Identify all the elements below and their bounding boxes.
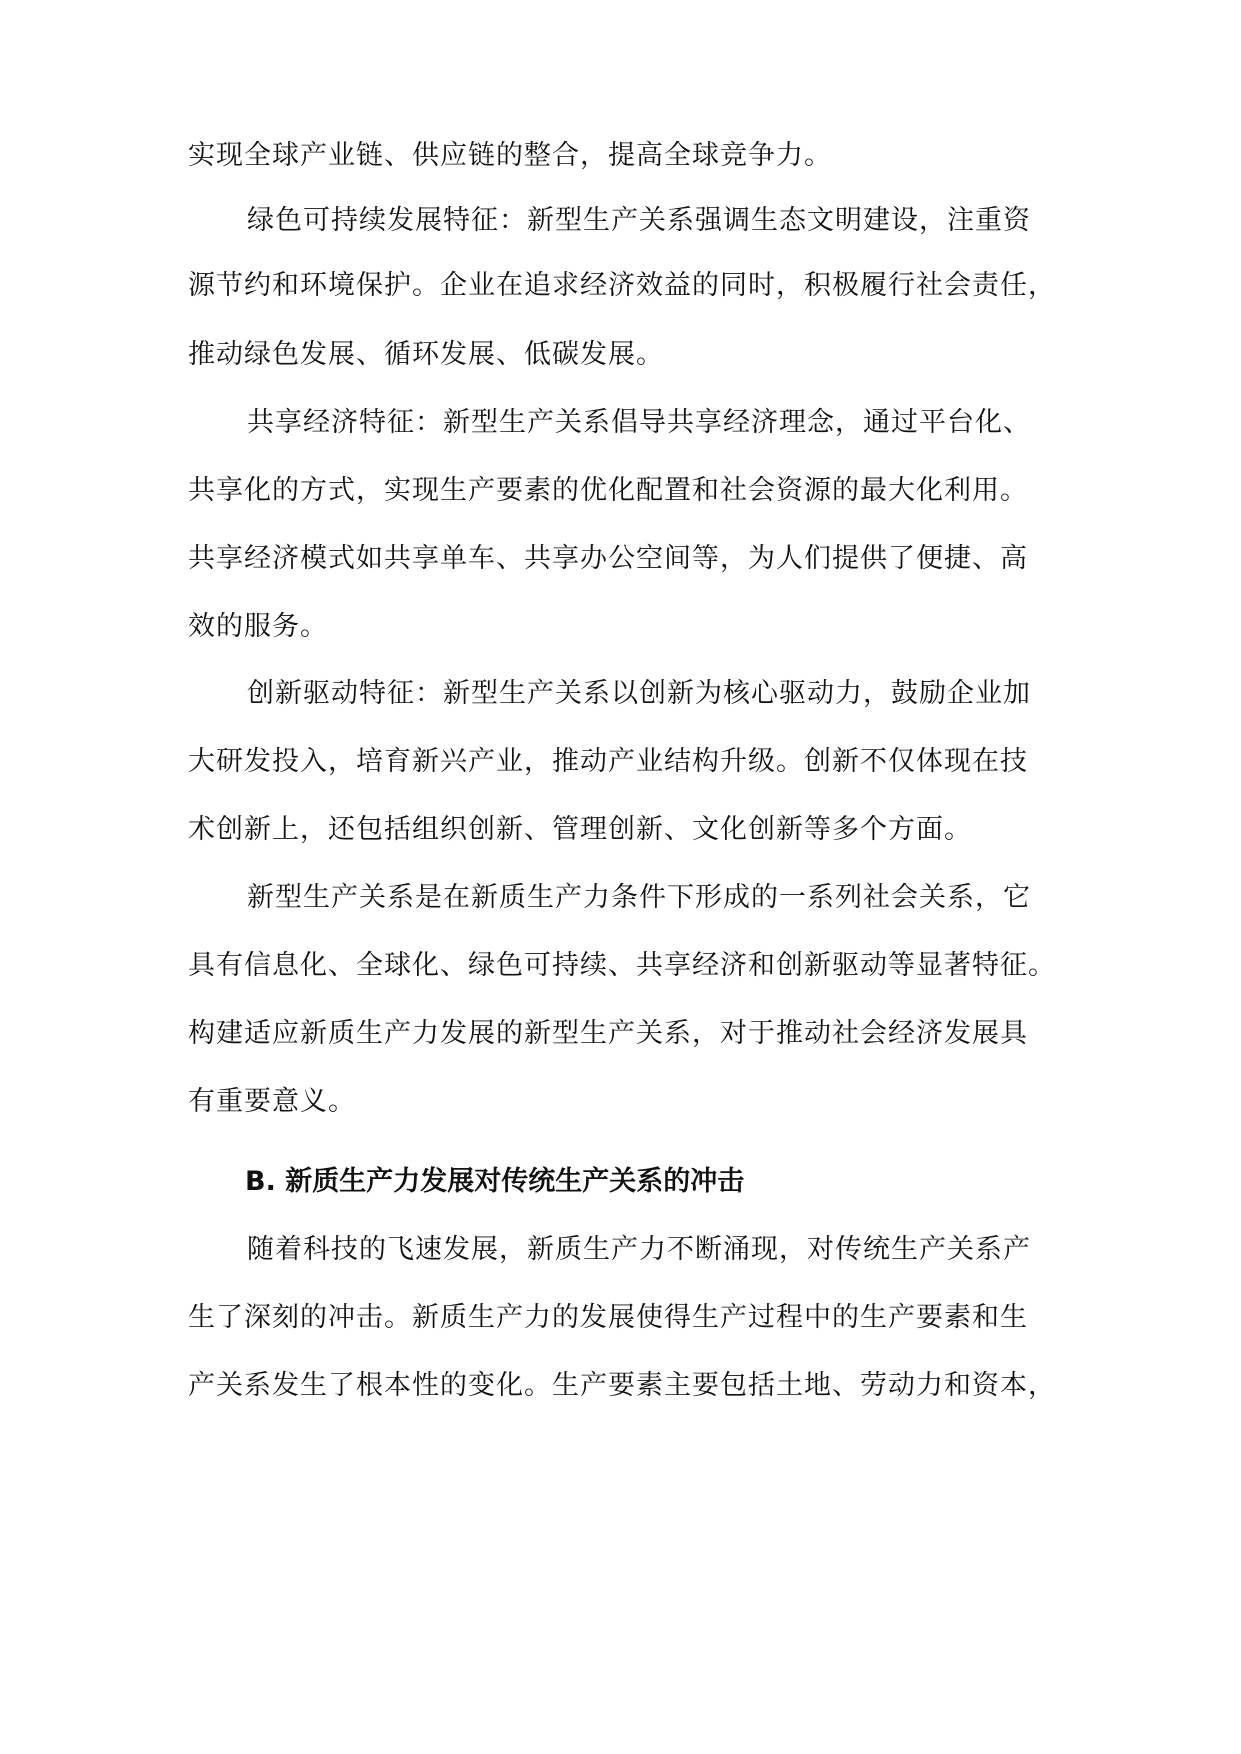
paragraph-line: 效的服务。 — [188, 611, 328, 642]
paragraph-line: 大研发投入，培育新兴产业，推动产业结构升级。创新不仅体现在技 — [188, 746, 1028, 777]
paragraph-line: 源节约和环境保护。企业在追求经济效益的同时，积极履行社会责任， — [188, 270, 1056, 301]
paragraph-line: 有重要意义。 — [188, 1086, 356, 1117]
paragraph-line: 具有信息化、全球化、绿色可持续、共享经济和创新驱动等显著特征。 — [188, 950, 1056, 981]
paragraph-line: 共享经济模式如共享单车、共享办公空间等，为人们提供了便捷、高 — [188, 543, 1028, 574]
paragraph-line: 共享化的方式，实现生产要素的优化配置和社会资源的最大化利用。 — [188, 475, 1028, 506]
paragraph-line: 新型生产关系是在新质生产力条件下形成的一系列社会关系，它 — [247, 882, 1031, 913]
paragraph-line: 随着科技的飞速发展，新质生产力不断涌现，对传统生产关系产 — [247, 1234, 1031, 1265]
paragraph-line: 实现全球产业链、供应链的整合，提高全球竞争力。 — [188, 140, 832, 171]
paragraph-line: 推动绿色发展、循环发展、低碳发展。 — [188, 339, 664, 370]
paragraph-line: 生了深刻的冲击。新质生产力的发展使得生产过程中的生产要素和生 — [188, 1302, 1028, 1333]
paragraph-line: 术创新上，还包括组织创新、管理创新、文化创新等多个方面。 — [188, 814, 972, 845]
paragraph-line: 产关系发生了根本性的变化。生产要素主要包括土地、劳动力和资本， — [188, 1370, 1056, 1401]
section-heading: B. 新质生产力发展对传统生产关系的冲击 — [245, 1166, 745, 1197]
paragraph-line: 共享经济特征：新型生产关系倡导共享经济理念，通过平台化、 — [247, 407, 1031, 438]
paragraph-line: 构建适应新质生产力发展的新型生产关系，对于推动社会经济发展具 — [188, 1018, 1028, 1049]
paragraph-line: 绿色可持续发展特征：新型生产关系强调生态文明建设，注重资 — [247, 205, 1031, 236]
paragraph-line: 创新驱动特征：新型生产关系以创新为核心驱动力，鼓励企业加 — [247, 678, 1031, 709]
